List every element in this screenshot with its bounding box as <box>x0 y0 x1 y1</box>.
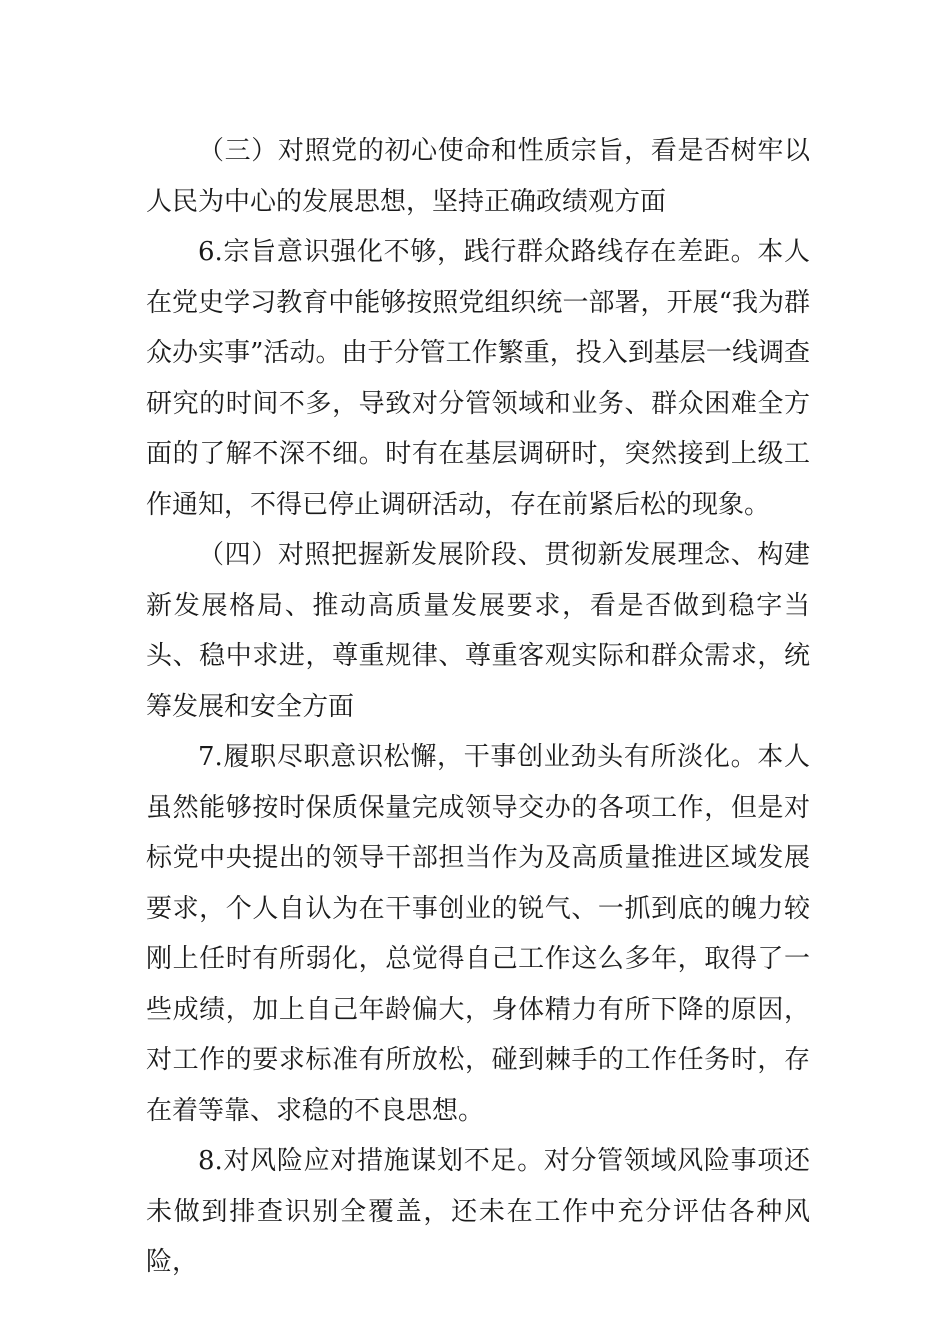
item-8-paragraph: 8.对风险应对措施谋划不足。对分管领域风险事项还未做到排查识别全覆盖，还未在工作中充分评估各种风险， <box>146 1146 810 1277</box>
section-heading-3: （三）对照党的初心使命和性质宗旨，看是否树牢以人民为中心的发展思想，坚持正确政绩观方面 <box>146 136 810 217</box>
section-heading-4: （四）对照把握新发展阶段、贯彻新发展理念、构建新发展格局、推动高质量发展要求，看是否做到稳字当头、稳中求进，尊重规律、尊重客观实际和群众需求，统筹发展和安全方面 <box>146 540 810 722</box>
item-7-paragraph: 7.履职尽职意识松懈，干事创业劲头有所淡化。本人虽然能够按时保质保量完成领导交办的各项工作，但是对标党中央提出的领导干部担当作为及高质量推进区域发展要求，个人自认为在干事创业的锐气、一抓到底的魄力较刚上任时有所弱化，总觉得自己工作这么多年，取得了一些成绩，加上自己年龄偏大，身体精力有所下降的原因，对工作的要求标准有所放松，碰到棘手的工作任务时，存在着等靠、求稳的不良思想。 <box>146 742 810 1126</box>
document-body <box>146 126 810 1288</box>
item-6-paragraph: 6.宗旨意识强化不够，践行群众路线存在差距。本人在党史学习教育中能够按照党组织统一部署，开展“我为群众办实事”活动。由于分管工作繁重，投入到基层一线调查研究的时间不多，导致对分管领域和业务、群众困难全方面的了解不深不细。时有在基层调研时，突然接到上级工作通知，不得已停止调研活动，存在前紧后松的现象。 <box>146 237 810 520</box>
